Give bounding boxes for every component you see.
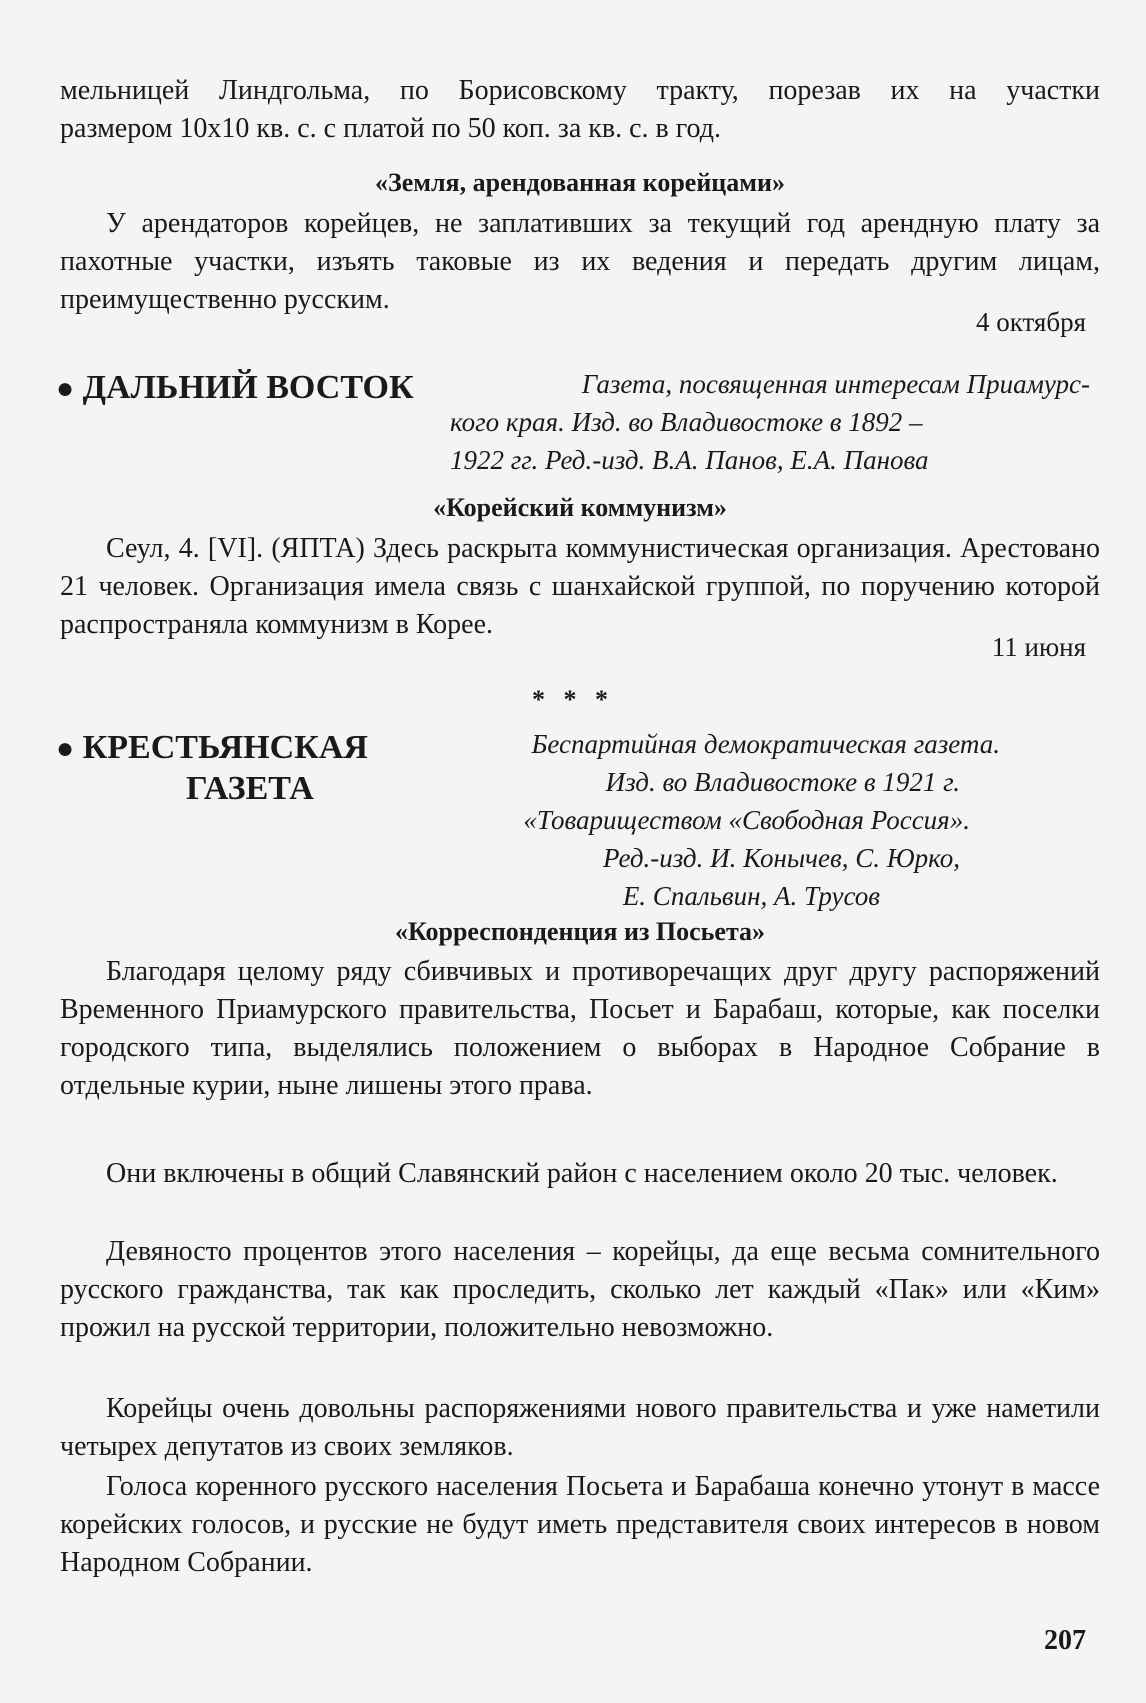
description-line: Беспартийная демократическая газета. xyxy=(531,729,1000,759)
article-heading: «Корейский коммунизм» xyxy=(433,493,727,522)
newspaper-name: ДАЛЬНИЙ ВОСТОК xyxy=(82,369,414,406)
newspaper-title xyxy=(56,728,456,809)
newspaper-name-line: КРЕСТЬЯНСКАЯ xyxy=(82,729,368,766)
description-line: кого края. Изд. во Владивостоке в 1892 – xyxy=(450,407,923,437)
article-date: 11 июня xyxy=(991,632,1086,662)
section-separator: * * * xyxy=(532,685,614,714)
article-paragraph: Девяносто процентов этого населения – корейцы, да еще весьма сомнительного русского гражданства, так как проследить, сколько лет каждый «Пак» или «Ким» прожил на русской территории, положительно невозможно. xyxy=(60,1236,1100,1343)
description-line: Ред.-изд. И. Конычев, С. Юрко, xyxy=(603,843,960,873)
bullet-icon: ● xyxy=(56,372,75,405)
description-line: Е. Спальвин, А. Трусов xyxy=(622,881,880,911)
newspaper-description xyxy=(440,725,1000,915)
page-number: 207 xyxy=(1044,1625,1086,1656)
description-line: 1922 гг. Ред.-изд. В.А. Панов, Е.А. Панова xyxy=(450,445,929,475)
intro-line-2: размером 10х10 кв. с. с платой по 50 коп. за кв. с. в год. xyxy=(60,113,721,144)
article-paragraph: Они включены в общий Славянский район с населением около 20 тыс. человек. xyxy=(106,1158,1058,1189)
description-line: Газета, посвященная интересам Приамурс- xyxy=(581,369,1090,399)
description-line: Изд. во Владивостоке в 1921 г. xyxy=(605,767,960,797)
article-paragraph: Благодаря целому ряду сбивчивых и противоречащих друг другу распоряжений Временного Приамурского правительства, Посьет и Барабаш, которые, как поселки городского типа, выделялись положением о выборах в Народное Собрание в отдельные курии, ныне лишены этого права. xyxy=(60,956,1100,1101)
bullet-icon: ● xyxy=(56,732,75,765)
article-date: 4 октября xyxy=(975,307,1086,337)
article-heading: «Земля, арендованная корейцами» xyxy=(375,168,785,197)
article-paragraph: Корейцы очень довольны распоряжениями нового правительства и уже наметили четырех депутатов из своих земляков. xyxy=(60,1393,1100,1462)
intro-line-1: мельницей Линдгольма, по Борисовскому тракту, порезав их на участки xyxy=(60,75,1100,106)
newspaper-title xyxy=(56,368,414,409)
description-line: «Товариществом «Свободная Россия». xyxy=(523,805,970,835)
article-text: Сеул, 4. [VI]. (ЯПТА) Здесь раскрыта коммунистическая организация. Арестовано 21 человек. Организация имела связь с шанхайской группой, по поручению которой распространяла коммунизм в Корее. xyxy=(60,533,1100,640)
newspaper-name-line: ГАЗЕТА xyxy=(186,770,314,807)
article-text: У арендаторов корейцев, не заплативших за текущий год арендную плату за пахотные участки, изъять таковые из их ведения и передать другим лицам, преимущественно русским. xyxy=(60,208,1100,315)
newspaper-description xyxy=(450,365,1090,479)
article-paragraph: Голоса коренного русского населения Посьета и Барабаша конечно утонут в массе корейских голосов, и русские не будут иметь представителя своих интересов в новом Народном Собрании. xyxy=(60,1471,1100,1578)
article-heading: «Корреспонденция из Посьета» xyxy=(394,917,766,946)
